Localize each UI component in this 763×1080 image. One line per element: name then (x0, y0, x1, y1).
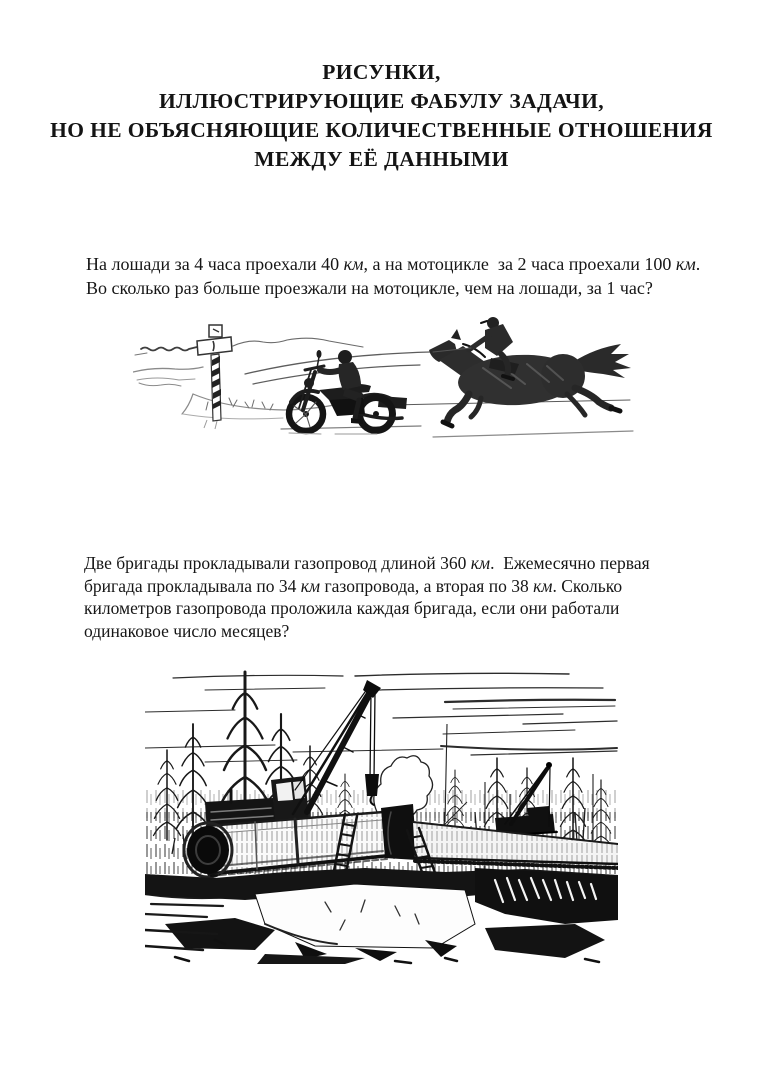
illustration-horse-motorcycle (133, 310, 635, 448)
title-line: МЕЖДУ ЕЁ ДАННЫМИ (254, 147, 509, 171)
problem-2-text (84, 552, 728, 642)
text-line: Две бригады прокладывали газопровод длиной 360 км. Ежемесячно первая (84, 553, 650, 573)
illustration-pipeline (145, 662, 618, 965)
trench-foreground (145, 868, 618, 964)
text-line: одинаковое число месяцев? (84, 620, 290, 641)
text-line: километров газопровода проложила каждая бригада, если они работали (84, 598, 620, 618)
title-line: НО НЕ ОБЪЯСНЯЮЩИЕ КОЛИЧЕСТВЕННЫЕ ОТНОШЕНИЯ (50, 118, 713, 142)
problem-1-text (86, 252, 726, 300)
text-line: бригада прокладывала по 34 км газопровода, а вторая по 38 км. Сколько (84, 575, 623, 596)
text-line: На лошади за 4 часа проехали 40 км, а на мотоцикле за 2 часа проехали 100 км. (86, 254, 701, 274)
horse-rider (429, 317, 631, 426)
title-line: ИЛЛЮСТРИРУЮЩИЕ ФАБУЛУ ЗАДАЧИ, (159, 89, 604, 113)
sky-sketch (145, 673, 617, 762)
text-line: Во сколько раз больше проезжали на мотоцикле, чем на лошади, за 1 час? (86, 278, 653, 298)
title-line: РИСУНКИ, (322, 60, 441, 84)
page-title (0, 58, 763, 174)
kilometre-post (197, 325, 232, 429)
